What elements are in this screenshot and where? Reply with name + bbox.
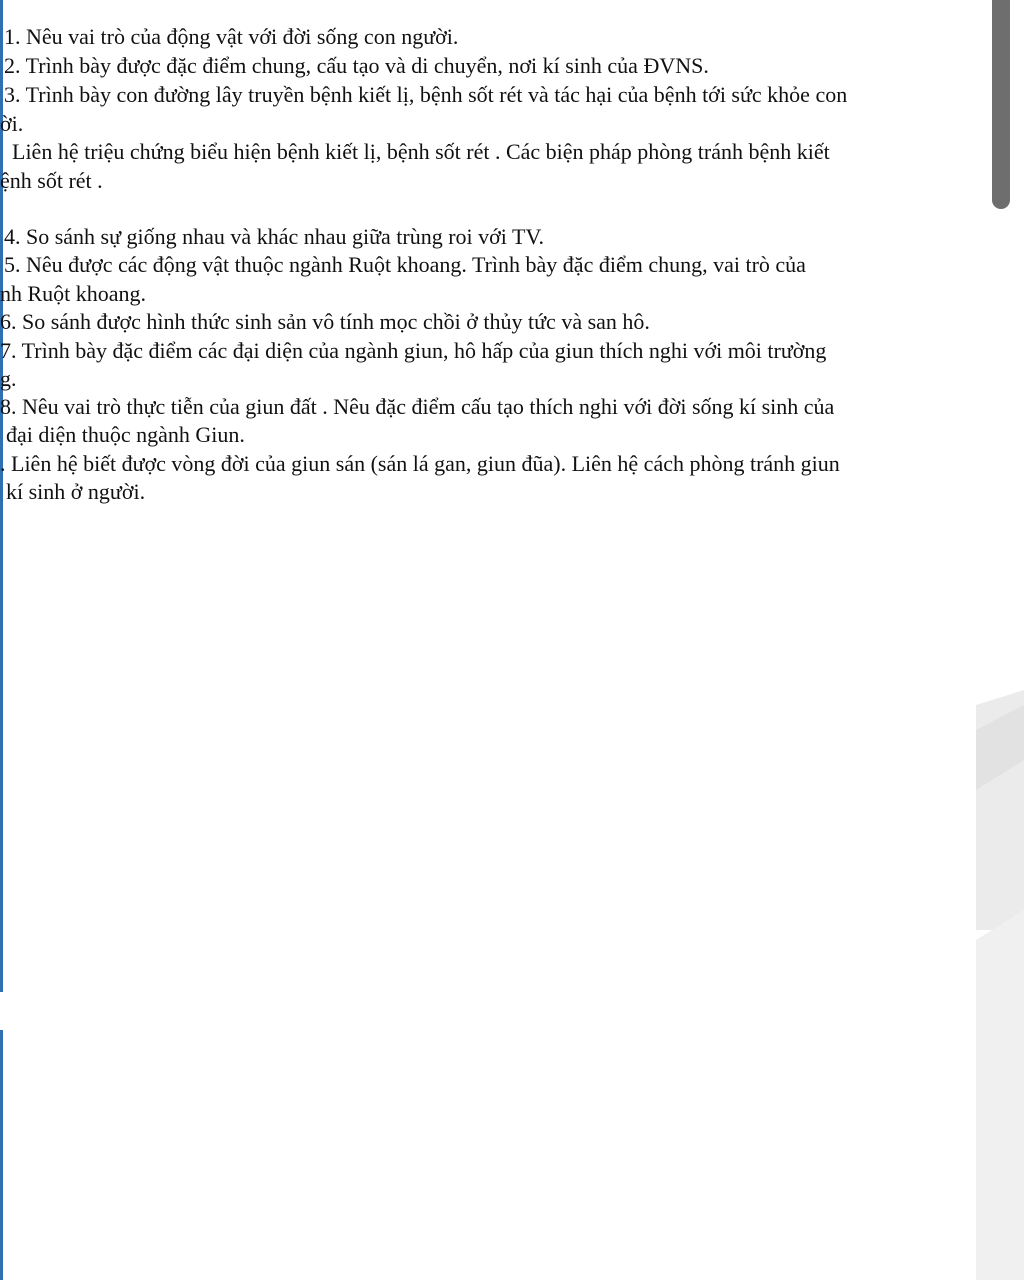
text-line: đại diện thuộc ngành Giun.: [6, 422, 245, 447]
text-line: 8. Nêu vai trò thực tiễn của giun đất . Nêu đặc điểm cấu tạo thích nghi với đời sống kí sinh của: [0, 394, 835, 419]
text-line: Liên hệ triệu chứng biểu hiện bệnh kiết lị, bệnh sốt rét . Các biện pháp phòng tránh bệnh kiết: [12, 139, 830, 164]
text-line: ời.: [0, 111, 24, 136]
text-line: 1. Nêu vai trò của động vật với đời sống con người.: [4, 24, 459, 49]
text-line: g.: [0, 366, 17, 391]
left-edge-bar: [0, 0, 3, 992]
text-line: ệnh sốt rét .: [0, 168, 103, 193]
scrollbar-thumb[interactable]: [992, 0, 1010, 209]
text-line: 2. Trình bày được đặc điểm chung, cấu tạo và di chuyển, nơi kí sinh của ĐVNS.: [4, 53, 709, 78]
text-line: 6. So sánh được hình thức sinh sản vô tính mọc chồi ở thủy tức và san hô.: [0, 309, 650, 334]
text-line: . Liên hệ biết được vòng đời của giun sán (sán lá gan, giun đũa). Liên hệ cách phòng tránh giun: [0, 451, 840, 476]
text-line: nh Ruột khoang.: [0, 281, 147, 306]
text-line: 7. Trình bày đặc điểm các đại diện của ngành giun, hô hấp của giun thích nghi với môi trường: [0, 338, 827, 363]
text-line: 4. So sánh sự giống nhau và khác nhau giữa trùng roi với TV.: [4, 224, 544, 249]
text-line: 5. Nêu được các động vật thuộc ngành Ruột khoang. Trình bày đặc điểm chung, vai trò của: [4, 252, 806, 277]
text-line: kí sinh ở người.: [6, 479, 146, 504]
left-edge-bar-lower: [0, 1030, 3, 1280]
text-line: 3. Trình bày con đường lây truyền bệnh kiết lị, bệnh sốt rét và tác hại của bệnh tới sức khỏe con: [4, 82, 848, 107]
